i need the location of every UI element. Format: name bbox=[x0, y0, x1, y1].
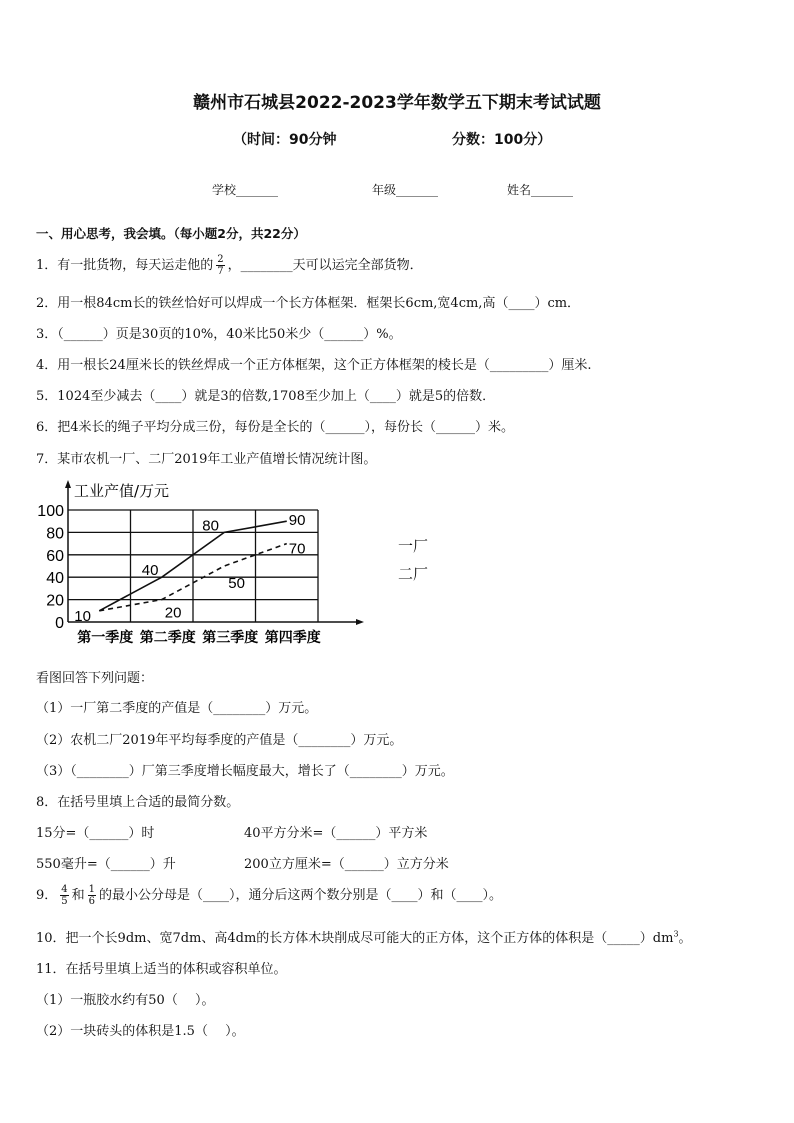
fraction: $\frac{4}{5}$ bbox=[61, 884, 68, 907]
y-axis-label: 工业产值/万元 bbox=[74, 482, 170, 500]
question-8-d: 200立方厘米=（______）立方分米 bbox=[244, 857, 449, 872]
legend-factory-1: 一厂 bbox=[398, 537, 429, 555]
question-2: 2．用一根84cm长的铁丝恰好可以焊成一个长方体框架．框架长6cm,宽4cm,高（____）cm． bbox=[36, 296, 581, 311]
y-tick-label: 40 bbox=[46, 570, 64, 588]
question-8-c: 550毫升=（______）升 bbox=[36, 857, 176, 872]
exam-score: 分数：100分） bbox=[452, 132, 552, 148]
exam-time: （时间：90分钟 bbox=[233, 132, 337, 148]
x-axis-arrow bbox=[356, 619, 364, 625]
x-tick-label: 第三季度 bbox=[202, 630, 259, 646]
question-8-b: 40平方分米=（______）平方米 bbox=[244, 826, 428, 841]
data-label: 70 bbox=[288, 540, 306, 558]
data-label: 40 bbox=[141, 562, 159, 580]
question-7: 7．某市农机一厂、二厂2019年工业产值增长情况统计图。 bbox=[36, 452, 377, 467]
data-label: 10 bbox=[74, 607, 91, 625]
data-label: 50 bbox=[228, 575, 245, 592]
legend-factory-2: 二厂 bbox=[398, 565, 429, 583]
y-tick-label: 80 bbox=[46, 525, 64, 543]
question-6: 6．把4米长的绳子平均分成三份，每份是全长的（______），每份长（______）米。 bbox=[36, 420, 515, 435]
question-10: 10．把一个长9dm、宽7dm、高4dm的长方体木块削成尽可能大的正方体，这个正方体的体积是$(\_\_\_\_\_)dm^3$。 bbox=[36, 929, 692, 946]
page-title: 赣州市石城县2022-2023学年数学五下期末考试试题 bbox=[193, 93, 601, 113]
school-field: 学校_______ bbox=[212, 183, 279, 197]
question-11-1: （1）一瓶胶水约有50（ ）。 bbox=[36, 993, 215, 1008]
y-tick-label: 100 bbox=[37, 503, 64, 520]
data-label: 90 bbox=[288, 512, 306, 530]
y-tick-label: 0 bbox=[55, 615, 64, 632]
question-4: 4．用一根长24厘米长的铁丝焊成一个正方体框架，这个正方体框架的棱长是（_________）厘米. bbox=[36, 358, 592, 373]
y-tick-label: 20 bbox=[46, 592, 64, 610]
fraction: $\frac{2}{7}$ bbox=[217, 254, 224, 277]
question-1: 1．有一批货物，每天运走他的 $\frac{2}{7}$ ，________天可以运完全部货物． bbox=[36, 254, 423, 277]
question-8-a: 15分=（______）时 bbox=[36, 826, 155, 841]
y-axis-arrow bbox=[65, 480, 71, 488]
question-11-2: （2）一块砖头的体积是1.5（ ）。 bbox=[36, 1024, 245, 1039]
x-tick-label: 第四季度 bbox=[264, 630, 321, 646]
data-label: 80 bbox=[202, 517, 219, 535]
grade-field: 年级_______ bbox=[372, 183, 439, 197]
chart-question-1: （1）一厂第二季度的产值是（________）万元。 bbox=[36, 701, 318, 716]
production-line-chart bbox=[30, 478, 370, 650]
y-tick-label: 60 bbox=[46, 547, 64, 565]
x-tick-label: 第二季度 bbox=[139, 630, 196, 646]
question-11: 11．在括号里填上适当的体积或容积单位。 bbox=[36, 962, 287, 977]
section-heading: 一、用心思考，我会填。（每小题2分，共22分） bbox=[36, 226, 306, 241]
name-field: 姓名_______ bbox=[507, 183, 574, 197]
question-3: 3．（______）页是30页的10%，40米比50米少（______）%。 bbox=[36, 327, 402, 342]
chart-question-2: （2）农机二厂2019年平均每季度的产值是（________）万元。 bbox=[36, 733, 403, 748]
data-label: 20 bbox=[164, 604, 182, 622]
question-5: 5．1024至少减去（____）就是3的倍数,1708至少加上（____）就是5的倍数． bbox=[36, 389, 496, 404]
fraction: $\frac{1}{6}$ bbox=[88, 884, 96, 907]
chart-question-3: （3）（________）厂第三季度增长幅度最大，增长了（________）万元。 bbox=[36, 764, 454, 779]
question-8: 8．在括号里填上合适的最简分数。 bbox=[36, 795, 240, 810]
x-tick-label: 第一季度 bbox=[77, 630, 134, 646]
question-9: 9． $\frac{4}{5}$ 和 $\frac{1}{6}$ 的最小公分母是（____），通分后这两个数分别是（____）和（____）。 bbox=[36, 884, 503, 907]
chart-question-intro: 看图回答下列问题： bbox=[36, 671, 154, 686]
